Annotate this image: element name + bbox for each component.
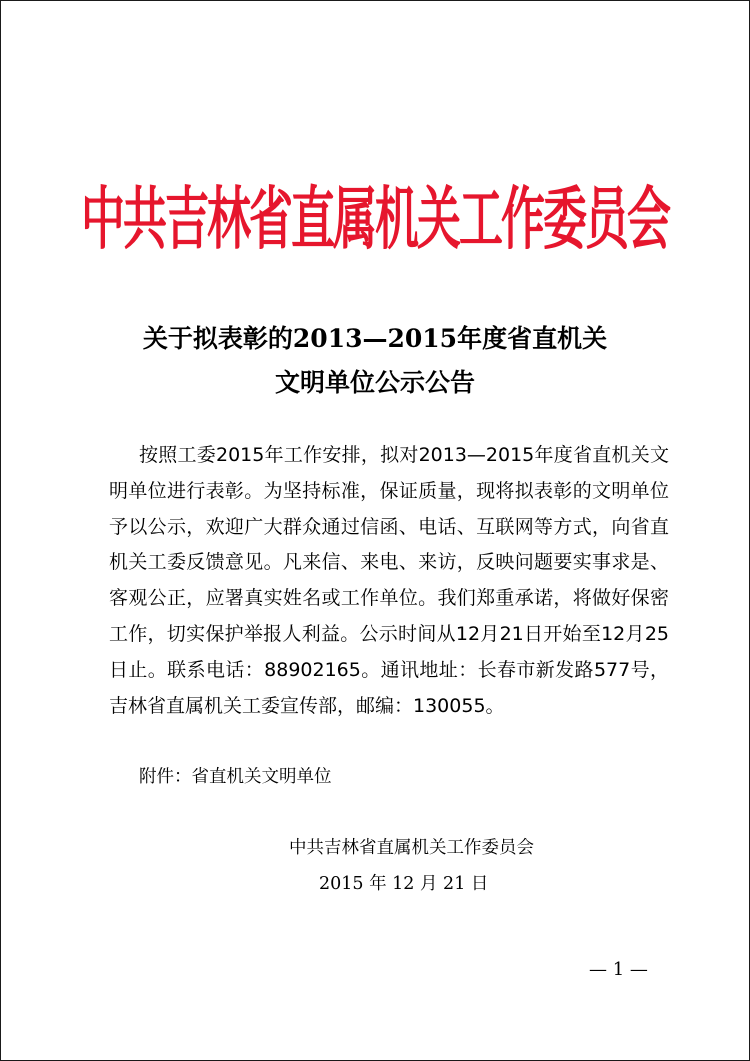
signature-date: 2015 年 12 月 21 日 [319, 874, 489, 894]
page-number: — 1 — [589, 959, 648, 980]
masthead-header [1, 167, 749, 275]
signature-organization: 中共吉林省直属机关工作委员会 [289, 838, 534, 858]
attachment-note: 附件：省直机关文明单位 [139, 767, 332, 787]
document-title-line-2: 文明单位公示公告 [274, 368, 475, 397]
document-title-line-1: 关于拟表彰的2013—2015年度省直机关 [142, 324, 608, 353]
masthead-text: 中共吉林省直属机关工作委员会 [81, 180, 669, 260]
body-paragraph: 按照工委2015年工作安排，拟对2013—2015年度省直机关文明单位进行表彰。为坚持标准，保证质量，现将拟表彰的文明单位予以公示，欢迎广大群众通过信函、电话、互联网等方式，向省直机关工委反馈意见。凡来信、来电、来访，反映问题要实事求是、客观公正，应署真实姓名或工作单位。我们郑重承诺，将做好保密工作，切实保护举报人利益。公示时间从12月21日开始至12月25日止。联系电话：88902165。通讯地址：长春市新发路577号，吉林省直属机关工委宣传部，邮编：130055。 [109, 444, 669, 717]
